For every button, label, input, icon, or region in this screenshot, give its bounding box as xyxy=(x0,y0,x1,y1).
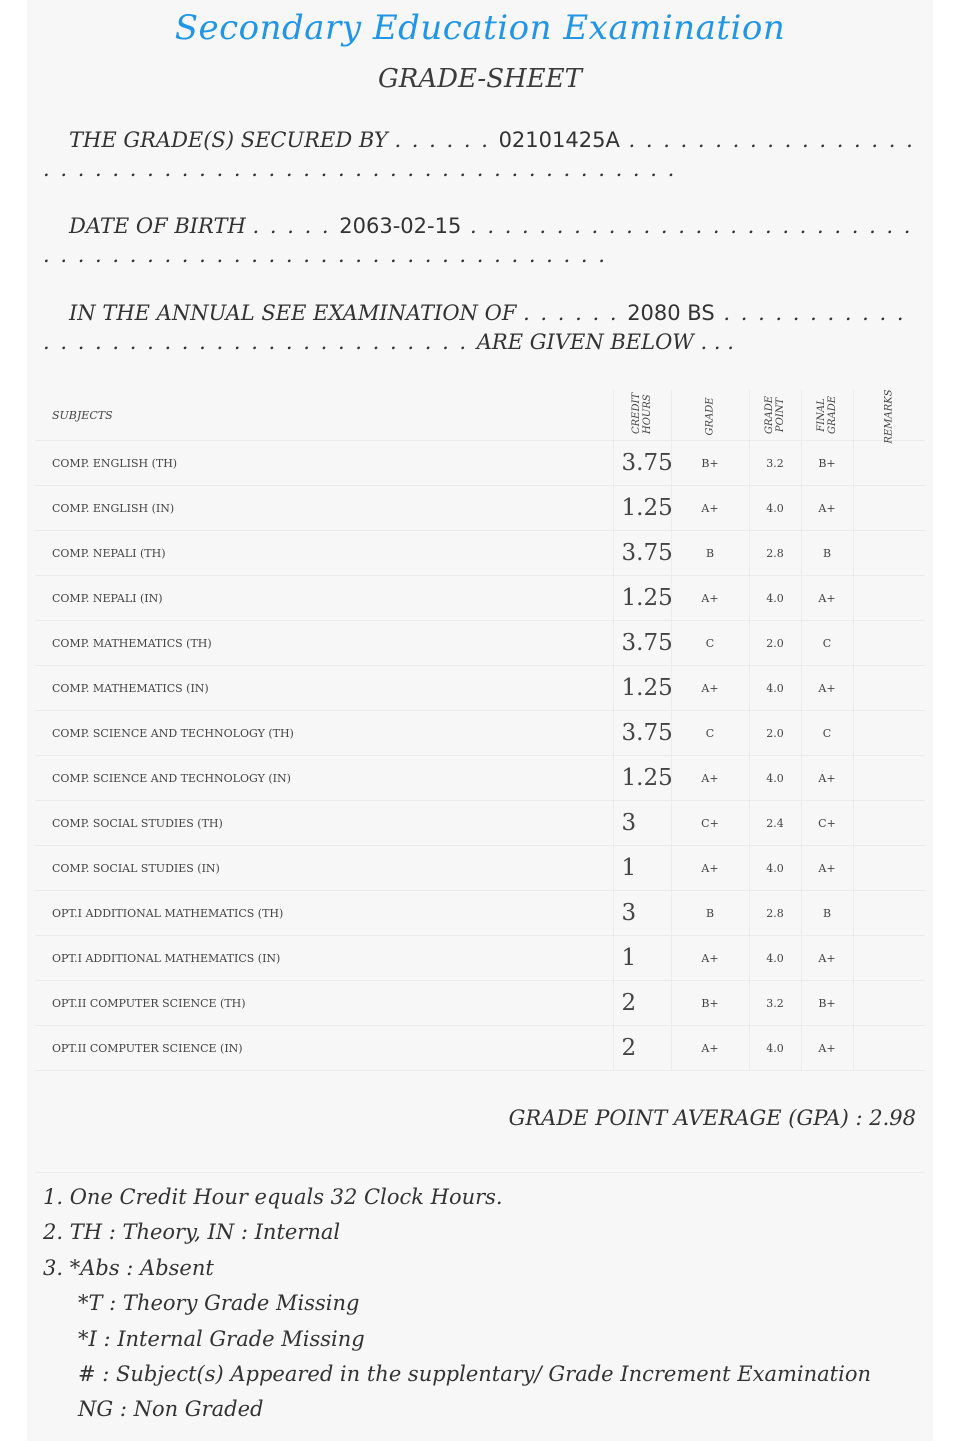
notes-list xyxy=(43,1180,871,1428)
subject-cell: COMP. NEPALI (TH) xyxy=(35,531,613,576)
gpa-line xyxy=(509,1106,916,1130)
secured-by-line: THE GRADE(S) SECURED BY . . . . . . 02101425A . . . . . . . . . . . . . . . . . . . . . . . . . . . . . . . . . . . . . . . . . . . . . . . . . . . . . . xyxy=(43,128,915,181)
final-grade-cell: A+ xyxy=(801,756,853,801)
exam-label: IN THE ANNUAL SEE EXAMINATION OF xyxy=(69,301,517,325)
point-cell: 3.2 xyxy=(749,441,801,486)
table-row xyxy=(35,801,925,846)
credit-cell: 3.75 xyxy=(613,441,671,486)
credit-cell: 1 xyxy=(613,846,671,891)
credit-cell: 2 xyxy=(613,981,671,1026)
final-grade-cell: C xyxy=(801,621,853,666)
point-cell: 2.8 xyxy=(749,531,801,576)
remarks-cell xyxy=(853,711,925,756)
note-item: *I : Internal Grade Missing xyxy=(78,1326,365,1351)
point-cell: 2.4 xyxy=(749,801,801,846)
remarks-cell xyxy=(853,666,925,711)
point-cell: 2.8 xyxy=(749,891,801,936)
note-item: 1. One Credit Hour equals 32 Clock Hours. xyxy=(43,1185,503,1209)
table-row xyxy=(35,756,925,801)
remarks-header: REMARKS xyxy=(853,390,925,441)
grade-cell: A+ xyxy=(671,576,749,621)
remarks-cell xyxy=(853,846,925,891)
subject-cell: COMP. MATHEMATICS (TH) xyxy=(35,621,613,666)
divider xyxy=(35,1172,925,1173)
point-cell: 4.0 xyxy=(749,846,801,891)
remarks-cell xyxy=(853,756,925,801)
gpa-value: 2.98 xyxy=(869,1106,916,1130)
credit-hours-header: CREDIT HOURS xyxy=(613,390,671,441)
grade-cell: B+ xyxy=(671,981,749,1026)
credit-cell: 1.25 xyxy=(613,486,671,531)
grade-header: GRADE xyxy=(671,390,749,441)
note-item: 2. TH : Theory, IN : Internal xyxy=(43,1220,341,1245)
symbol-number: 02101425A xyxy=(498,128,620,152)
table-row xyxy=(35,936,925,981)
sheet-subtitle: GRADE-SHEET xyxy=(377,64,582,94)
credit-cell: 1.25 xyxy=(613,756,671,801)
remarks-cell xyxy=(853,576,925,621)
final-grade-cell: A+ xyxy=(801,576,853,621)
grade-cell: A+ xyxy=(671,1026,749,1071)
subject-cell: COMP. MATHEMATICS (IN) xyxy=(35,666,613,711)
point-cell: 2.0 xyxy=(749,711,801,756)
point-cell: 2.0 xyxy=(749,621,801,666)
final-grade-cell: C xyxy=(801,711,853,756)
grade-cell: A+ xyxy=(671,666,749,711)
remarks-cell xyxy=(853,531,925,576)
point-cell: 4.0 xyxy=(749,756,801,801)
subject-cell: OPT.I ADDITIONAL MATHEMATICS (TH) xyxy=(35,891,613,936)
subject-cell: OPT.II COMPUTER SCIENCE (IN) xyxy=(35,1026,613,1071)
table-row xyxy=(35,441,925,486)
grade-point-header: GRADE POINT xyxy=(749,390,801,441)
subject-cell: COMP. ENGLISH (IN) xyxy=(35,486,613,531)
subject-cell: OPT.II COMPUTER SCIENCE (TH) xyxy=(35,981,613,1026)
final-grade-cell: C+ xyxy=(801,801,853,846)
exam-year: 2080 BS xyxy=(627,301,715,325)
final-grade-cell: B xyxy=(801,891,853,936)
table-row xyxy=(35,846,925,891)
dob-label: DATE OF BIRTH xyxy=(69,214,246,238)
subject-cell: COMP. NEPALI (IN) xyxy=(35,576,613,621)
given-below-text: ARE GIVEN BELOW . . . xyxy=(476,330,734,354)
note-item: # : Subject(s) Appeared in the supplentary/ Grade Increment Examination xyxy=(78,1362,871,1387)
subject-cell: COMP. SOCIAL STUDIES (IN) xyxy=(35,846,613,891)
grade-cell: A+ xyxy=(671,756,749,801)
credit-cell: 2 xyxy=(613,1026,671,1071)
final-grade-cell: A+ xyxy=(801,846,853,891)
exam-title: Secondary Education Examination xyxy=(174,8,786,48)
final-grade-cell: A+ xyxy=(801,666,853,711)
table-row xyxy=(35,621,925,666)
table-row xyxy=(35,1026,925,1071)
secured-by-label: THE GRADE(S) SECURED BY xyxy=(69,128,388,152)
credit-cell: 1 xyxy=(613,936,671,981)
final-grade-cell: A+ xyxy=(801,1026,853,1071)
grade-cell: C+ xyxy=(671,801,749,846)
dob-line: DATE OF BIRTH . . . . . 2063-02-15 . . . . . . . . . . . . . . . . . . . . . . . . . . . . . . . . . . . . . . . . . . . . . . . . . . . . . . . . . . . xyxy=(43,214,913,267)
table-row xyxy=(35,981,925,1026)
subject-cell: COMP. SOCIAL STUDIES (TH) xyxy=(35,801,613,846)
grades-table xyxy=(35,390,925,1071)
grade-sheet xyxy=(27,0,933,1441)
final-grade-cell: B+ xyxy=(801,441,853,486)
point-cell: 4.0 xyxy=(749,1026,801,1071)
grade-cell: A+ xyxy=(671,846,749,891)
remarks-cell xyxy=(853,936,925,981)
table-header-row xyxy=(35,390,925,441)
subjects-header: SUBJECTS xyxy=(35,390,613,441)
final-grade-cell: A+ xyxy=(801,936,853,981)
grade-cell: A+ xyxy=(671,936,749,981)
point-cell: 4.0 xyxy=(749,576,801,621)
point-cell: 4.0 xyxy=(749,666,801,711)
credit-cell: 3 xyxy=(613,891,671,936)
point-cell: 4.0 xyxy=(749,936,801,981)
point-cell: 3.2 xyxy=(749,981,801,1026)
final-grade-cell: B xyxy=(801,531,853,576)
credit-cell: 3.75 xyxy=(613,531,671,576)
grade-cell: C xyxy=(671,621,749,666)
dob-value: 2063-02-15 xyxy=(339,214,462,238)
table-row xyxy=(35,891,925,936)
remarks-cell xyxy=(853,441,925,486)
subject-cell: COMP. SCIENCE AND TECHNOLOGY (IN) xyxy=(35,756,613,801)
credit-cell: 3 xyxy=(613,801,671,846)
table-row xyxy=(35,666,925,711)
grade-cell: B xyxy=(671,891,749,936)
credit-cell: 1.25 xyxy=(613,576,671,621)
remarks-cell xyxy=(853,486,925,531)
credit-cell: 1.25 xyxy=(613,666,671,711)
gpa-label: GRADE POINT AVERAGE (GPA) : xyxy=(508,1106,863,1130)
credit-cell: 3.75 xyxy=(613,711,671,756)
final-grade-cell: B+ xyxy=(801,981,853,1026)
grade-cell: A+ xyxy=(671,486,749,531)
table-row xyxy=(35,576,925,621)
grade-cell: B+ xyxy=(671,441,749,486)
subject-cell: COMP. SCIENCE AND TECHNOLOGY (TH) xyxy=(35,711,613,756)
note-item: NG : Non Graded xyxy=(78,1397,264,1422)
point-cell: 4.0 xyxy=(749,486,801,531)
final-grade-header: FINAL GRADE xyxy=(801,390,853,441)
final-grade-cell: A+ xyxy=(801,486,853,531)
remarks-cell xyxy=(853,1026,925,1071)
grade-cell: B xyxy=(671,531,749,576)
note-item: 3. *Abs : Absent xyxy=(43,1255,214,1280)
table-row xyxy=(35,711,925,756)
remarks-cell xyxy=(853,891,925,936)
exam-line: IN THE ANNUAL SEE EXAMINATION OF . . . . . . 2080 BS . . . . . . . . . . . . . . . . . . . . . . . . . . . . . . . . . . . . ARE GIVEN BELOW . . . xyxy=(43,301,906,354)
remarks-cell xyxy=(853,801,925,846)
remarks-cell xyxy=(853,981,925,1026)
table-row xyxy=(35,486,925,531)
table-row xyxy=(35,531,925,576)
grade-cell: C xyxy=(671,711,749,756)
note-item: *T : Theory Grade Missing xyxy=(78,1291,360,1316)
credit-cell: 3.75 xyxy=(613,621,671,666)
remarks-cell xyxy=(853,621,925,666)
subject-cell: COMP. ENGLISH (TH) xyxy=(35,441,613,486)
subject-cell: OPT.I ADDITIONAL MATHEMATICS (IN) xyxy=(35,936,613,981)
